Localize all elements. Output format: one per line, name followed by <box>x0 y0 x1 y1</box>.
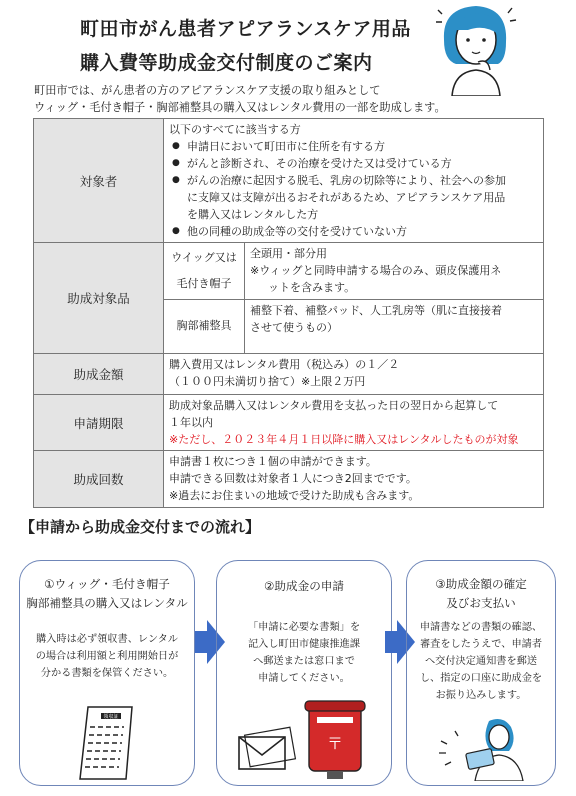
row-label-items: 助成対象品 <box>34 243 164 354</box>
table-row-items <box>34 243 544 354</box>
mail-and-postbox-icon <box>235 699 375 781</box>
list-item-continued: に支障又は支障が出るおそれがあるため、アピアランスケア用品 <box>187 191 506 204</box>
sub-label-breast: 胸部補整具 <box>164 299 245 353</box>
step-3-heading: ③助成金額の確定 及びお支払い <box>435 577 527 610</box>
step-2-heading: ②助成金の申請 <box>264 579 344 593</box>
summary-table <box>33 118 544 508</box>
deadline-details: 助成対象品購入又はレンタル費用を支払った日の翌日から起算して １年以内 ※ただし、２０２３年４月１日以降に購入又はレンタルしたものが対象 <box>164 395 543 450</box>
step-1-body: 購入時は必ず領収書、レンタル の場合は利用額と利用開始日が 分かる書類を保管ください。 <box>35 634 179 679</box>
eligible-conditions <box>164 119 543 242</box>
table-row-amount <box>34 354 544 395</box>
list-item: ● がんの治療に起因する脱毛、乳房の切除等により、社会への参加 <box>169 172 538 189</box>
row-label-count: 助成回数 <box>34 451 164 508</box>
postbox-mark: 〒 <box>326 734 344 753</box>
row-label-deadline: 申請期限 <box>34 395 164 451</box>
page-title-line2: 購入費等助成金交付制度のご案内 <box>80 52 373 74</box>
sub-label-wig: ウイッグ又は 毛付き帽子 <box>164 243 245 299</box>
flow-step-2-card <box>216 560 392 786</box>
row-label-amount: 助成金額 <box>34 354 164 395</box>
flow-step-3-card <box>406 560 556 786</box>
breast-details: 補整下着、補整パッド、人工乳房等（肌に直接接着 させて使うもの） <box>250 303 503 334</box>
items-subtable <box>164 243 543 353</box>
receipt-icon <box>74 703 140 783</box>
list-item: ● 他の同種の助成金等の交付を受けていない方 <box>169 223 538 240</box>
table-row-eligible <box>34 119 544 243</box>
list-item-continued: を購入又はレンタルした方 <box>187 208 319 221</box>
count-details: 申請書１枚につき１個の申請ができます。 申請できる回数は対象者１人につき2回までです。 ※過去にお住まいの地域で受けた助成も含みます。 <box>169 455 420 502</box>
intro-line2: ウィッグ・毛付き帽子・胸部補整具の購入又はレンタル費用の一部を助成します。 <box>34 101 446 114</box>
deadline-note: ※ただし、２０２３年４月１日以降に購入又はレンタルしたものが対象 <box>169 433 519 446</box>
amount-details: 購入費用又はレンタル費用（税込み）の１／２ （１００円未満切り捨て）※上限２万円 <box>169 358 400 388</box>
intro-line1: 町田市では、がん患者の方のアピアランスケア支援の取り組みとして <box>34 84 381 97</box>
table-row-count <box>34 451 544 508</box>
wig-details: 全頭用・部分用 ※ウィッグと同時申請する場合のみ、頭皮保護用ネ ットを含みます。 <box>250 247 502 294</box>
page-title-line1: 町田市がん患者アピアランスケア用品 <box>80 18 411 40</box>
flow-step-1-card <box>19 560 195 786</box>
step-2-body: 「申請に必要な書類」を 記入し町田市健康推進課 へ郵送または窓口まで 申請してください。 <box>247 622 361 684</box>
receipt-label: 領収証 <box>103 714 119 720</box>
woman-with-card-icon <box>431 711 531 781</box>
flow-section-title: 【申請から助成金交付までの流れ】 <box>20 518 261 536</box>
woman-illustration-icon <box>432 0 522 96</box>
eligible-intro: 以下のすべてに該当する方 <box>169 123 301 136</box>
step-1-heading: ①ウィッグ・毛付き帽子 胸部補整具の購入又はレンタル <box>26 577 188 610</box>
step-3-body: 申請書などの書類の確認、 審査をしたうえで、申請者 へ交付決定通知書を郵送 し、指定の口座に助成金を お振り込みします。 <box>419 622 543 701</box>
list-item: ● がんと診断され、その治療を受けた又は受けている方 <box>169 155 538 172</box>
table-row-deadline <box>34 395 544 451</box>
list-item: ● 申請日において町田市に住所を有する方 <box>169 138 538 155</box>
row-label-eligible: 対象者 <box>34 119 164 243</box>
